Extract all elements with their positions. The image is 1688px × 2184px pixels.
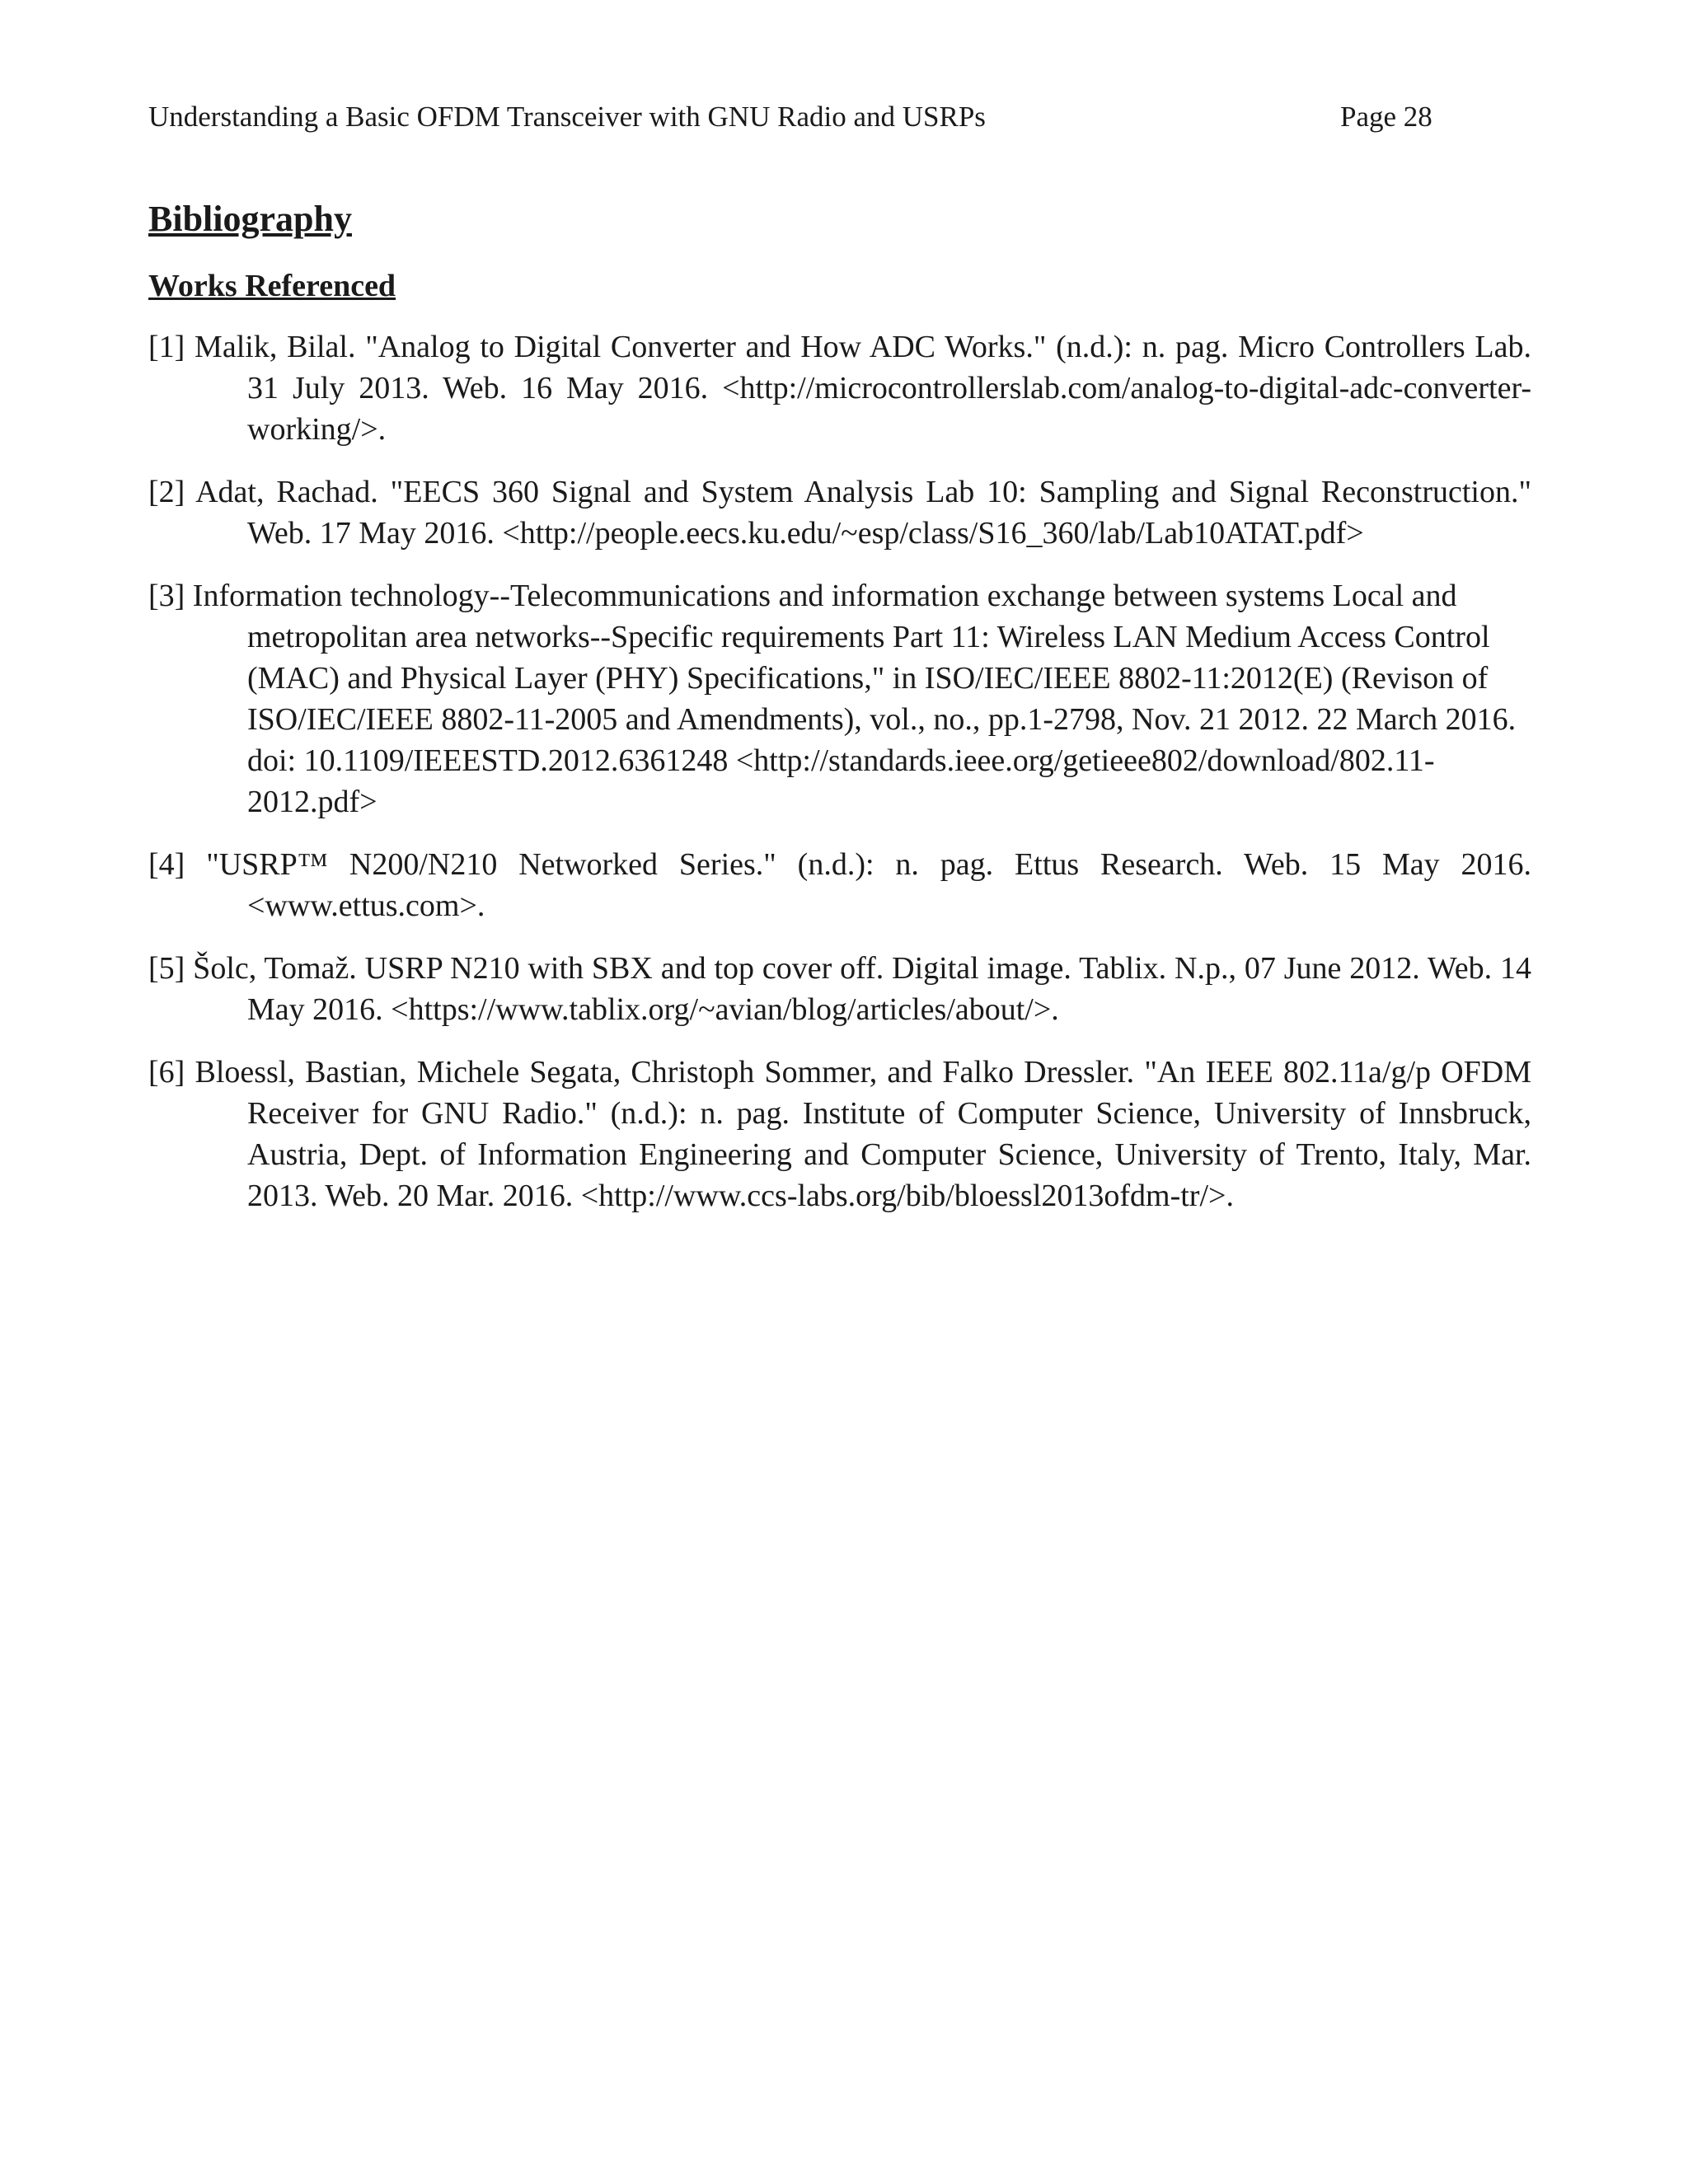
document-title: Understanding a Basic OFDM Transceiver with GNU Radio and USRPs: [148, 101, 986, 133]
reference-list: [148, 326, 1531, 1238]
reference-1: [1] Malik, Bilal. "Analog to Digital Converter and How ADC Works." (n.d.): n. pag. Micro Controllers Lab. 31 July 2013. Web. 16 May 2016. <http://microcontrollerslab.com/analog-to-digital-adc-converter-working/>.: [148, 330, 1531, 447]
reference-4: [4] "USRP™ N200/N210 Networked Series." (n.d.): n. pag. Ettus Research. Web. 15 May 2016. <www.ettus.com>.: [148, 847, 1531, 923]
page-number: Page 28: [1340, 101, 1432, 133]
reference-2: [2] Adat, Rachad. "EECS 360 Signal and System Analysis Lab 10: Sampling and Signal Reconstruction." Web. 17 May 2016. <http://people.eecs.ku.edu/~esp/class/S16_360/lab/Lab10ATAT.pdf>: [148, 475, 1531, 551]
reference-5: [5] Šolc, Tomaž. USRP N210 with SBX and top cover off. Digital image. Tablix. N.p., 07 June 2012. Web. 14 May 2016. <https://www.tablix.org/~avian/blog/articles/about/>.: [148, 951, 1531, 1027]
running-header: [148, 97, 1434, 137]
reference-3: [3] Information technology--Telecommunications and information exchange between systems Local and metropolitan area networks--Specific requirements Part 11: Wireless LAN Medium Access Control (MAC) and Physical Layer (PHY) Specifications," in ISO/IEC/IEEE 8802-11:2012(E) (Revison of ISO/IEC/IEEE 8802-11-2005 and Amendments), vol., no., pp.1-2798, Nov. 21 2012. 22 March 2016. doi: 10.1109/IEEESTD.2012.6361248 <http://standards.ieee.org/getieee802/download/802.11-2012.pdf>: [148, 579, 1517, 819]
works-referenced-heading: Works Referenced: [148, 269, 396, 303]
reference-6: [6] Bloessl, Bastian, Michele Segata, Christoph Sommer, and Falko Dressler. "An IEEE 802.11a/g/p OFDM Receiver for GNU Radio." (n.d.): n. pag. Institute of Computer Science, University of Innsbruck, Austria, Dept. of Information Engineering and Computer Science, University of Trento, Italy, Mar. 2013. Web. 20 Mar. 2016. <http://www.ccs-labs.org/bib/bloessl2013ofdm-tr/>.: [148, 1055, 1531, 1213]
bibliography-heading: Bibliography: [148, 199, 352, 239]
